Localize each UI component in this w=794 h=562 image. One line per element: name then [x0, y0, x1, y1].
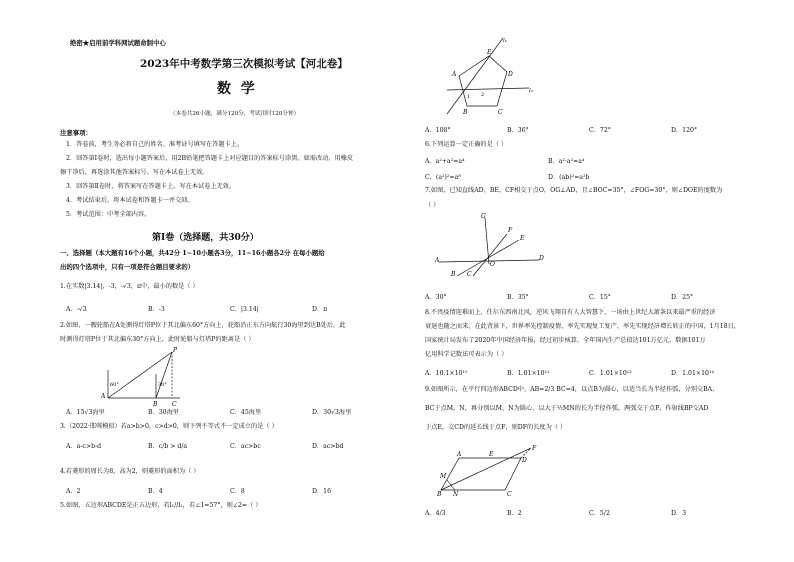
question-5: 5.如图，五边形ABCDE是正五边形，若l₁//l₂，若∠1=57°，则∠2=（ ）: [60, 502, 262, 509]
q9-label-c: C: [507, 491, 512, 498]
q8-option-d[interactable]: D．1.01×10¹⁴: [671, 370, 714, 377]
question-4: 4.若菱形的周长为8，高为2，则菱形的面积为（ ）: [60, 468, 200, 475]
question-8-cont: 国家统计局发布了2020年中国经济年报，经过初步核算，全年国内生产总值达101万亿元，数据101万: [425, 337, 706, 344]
subject-title: 数 学: [217, 81, 255, 97]
q2-option-a[interactable]: A．15√3海里: [66, 409, 105, 416]
q7-label-e: E: [520, 235, 525, 242]
q2-figure: [100, 347, 230, 408]
question-2-cont: 时测得灯塔P位于其北偏东30°方向上，此时轮船与灯塔P的距离是（ ）: [60, 336, 255, 343]
q7-option-b[interactable]: B．35°: [507, 294, 529, 301]
q5-label-c: C: [498, 109, 503, 116]
q5-option-c[interactable]: C．72°: [589, 127, 611, 134]
q2-option-d[interactable]: D．30√3海里: [312, 409, 352, 416]
question-8-cont: 衰退也随之而来，在此背景下，世界率先控制疫情、率先实现复工复产、率先实现经济增长转正的中国，1月18日，: [425, 323, 740, 330]
q1-option-c[interactable]: C．|3.14|: [230, 306, 259, 313]
question-8: 8.不畏疫情迎难而上，任尔东西南北风，逆风飞翔自有人大智慧下，一场由上世纪大萧条以来最严重的经济: [425, 309, 716, 316]
q3-option-b[interactable]: B．c/b > d/a: [148, 443, 188, 450]
q2-option-c[interactable]: C．45海里: [230, 409, 262, 416]
q5-option-a[interactable]: A．108°: [425, 127, 451, 134]
q4-option-b[interactable]: B．4: [148, 488, 163, 495]
note-item: 1．答卷前，考生务必将自己的姓名、准考证号填写在答题卡上。: [66, 141, 244, 148]
q4-option-d[interactable]: D．16: [312, 488, 332, 495]
q9-label-f: F: [532, 445, 537, 452]
left-column: [60, 0, 400, 562]
right-column: [425, 0, 765, 562]
q5-option-d[interactable]: D．120°: [671, 127, 698, 134]
q2-angle-60: 60°: [110, 382, 119, 388]
q1-option-b[interactable]: B．-3: [148, 306, 165, 313]
question-9-cont: 于点E，交CD的延长线于点F，则DF的长度为（ ）: [425, 424, 567, 431]
q7-label-g: G: [481, 213, 486, 220]
q9-option-c[interactable]: C．5/2: [589, 510, 610, 517]
q5-label-e: E: [487, 49, 492, 56]
q4-option-a[interactable]: A．2: [66, 488, 81, 495]
q6-option-c[interactable]: C．(a²)²=a⁸: [425, 174, 461, 181]
q9-label-b: B: [437, 491, 442, 498]
q7-label-d: D: [539, 255, 544, 262]
q7-option-d[interactable]: D．25°: [671, 294, 694, 301]
q9-label-m: M: [440, 473, 447, 480]
q8-option-c[interactable]: C．1.01×10¹²: [589, 370, 632, 377]
q5-angle-2: 2: [481, 92, 485, 98]
section-intro: 一、选择题（本大题有16个小题，共42分 1~10小题各3分，11~16小题各2分 在每小题给: [60, 249, 325, 257]
q5-label-a: A: [452, 71, 457, 78]
question-9: 9.如图所示，在平行四边形ABCD中，AB=2/3 BC=4，以点B为圆心，以适当长为半径作弧，分别交BA、: [425, 386, 719, 393]
q5-figure: [445, 36, 535, 116]
q9-figure: [437, 444, 537, 496]
q7-label-b: B: [451, 271, 456, 278]
q3-option-a[interactable]: A．a-c>b-d: [66, 443, 102, 450]
q8-option-a[interactable]: A．10.1×10¹⁰: [425, 370, 468, 377]
q7-option-a[interactable]: A．30°: [425, 294, 447, 301]
q7-option-c[interactable]: C．15°: [589, 294, 611, 301]
question-8-cont: 亿用科学记数法可表示为（ ）: [425, 351, 508, 358]
question-2: 2.如图，一艘轮船在A处测得灯塔P位于其北偏东60°方向上，轮船沿正东方向航行30海里到达B处后，此: [60, 322, 346, 329]
q6-option-b[interactable]: B．a²·a²=a⁴: [548, 158, 585, 165]
q7-label-o: O: [490, 261, 495, 268]
q2-angle-30: 30°: [158, 382, 167, 388]
q7-label-f: F: [508, 227, 513, 234]
note-item: 2．回答第Ⅰ卷时，选出每小题答案后，用2B铅笔把答题卡上对应题目的答案标号涂黑。如需改动，用橡皮: [66, 155, 354, 162]
notes-heading: 注意事项：: [60, 129, 92, 137]
section-intro: 出的四个选项中，只有一项是符合题目要求的）: [60, 263, 195, 271]
q3-option-d[interactable]: D．ac>bd: [312, 443, 344, 450]
q5-label-l1: l₁: [503, 38, 507, 44]
q5-label-b: B: [463, 109, 468, 116]
q9-label-a: A: [457, 451, 462, 458]
q9-label-n: N: [453, 491, 459, 498]
q1-option-a[interactable]: A．-√3: [66, 306, 87, 313]
question-9-cont: BC于点M、N，再分别以M、N为圆心，以大于½MN的长为半径作弧，两弧交于点P，作射线BP交AD: [425, 405, 709, 412]
q9-option-a[interactable]: A．4/3: [425, 510, 446, 517]
q3-option-c[interactable]: C．ac>bc: [230, 443, 261, 450]
q5-option-b[interactable]: B．36°: [507, 127, 529, 134]
q9-label-e: E: [489, 451, 494, 458]
question-7: 7.如图，已知直线AD、BE、CF相交于点O，OG⊥AD，且∠BOC=35°，∠FOG=30°，则∠DOE的度数为: [425, 187, 723, 194]
note-item: 3．回答第Ⅱ卷时，将答案写在答题卡上。写在本试卷上无效。: [66, 183, 236, 190]
q2-label-p: P: [173, 347, 178, 354]
q5-angle-1: 1: [467, 94, 471, 100]
q9-option-d[interactable]: D．3: [671, 510, 687, 517]
scope-note: （本卷共26小题，满分120分，考试用时120分钟）: [170, 111, 300, 117]
q8-option-b[interactable]: B．1.01×10¹¹: [507, 370, 550, 377]
q6-option-a[interactable]: A．a²+a²=a⁴: [425, 158, 465, 165]
question-3: 3.（2022·邯郸模拟）若a>b>0，c>d>0，则下列不等式不一定成立的是（ ）: [60, 423, 278, 430]
q7-label-a: A: [435, 257, 440, 264]
q6-option-d[interactable]: D．(ab)²=a²b: [548, 174, 590, 181]
exam-title: 2023年中考数学第三次模拟考试【河北卷】: [140, 58, 348, 70]
question-6: 6.下列运算一定正确的是（ ）: [425, 141, 508, 148]
q5-label-d: D: [508, 71, 513, 78]
q2-label-b: B: [153, 401, 158, 408]
note-item: 4．考试结束后，将本试卷和答题卡一并交回。: [66, 197, 194, 204]
note-item: 5．考试范围：中考全部内容。: [66, 211, 151, 218]
q9-label-d: D: [522, 457, 527, 464]
q2-label-c: C: [172, 401, 177, 408]
secret-label: 绝密★启用前学科网试题命制中心: [70, 39, 166, 47]
note-item: 擦干净后，再选涂其他答案标号。写在本试卷上无效。: [60, 169, 209, 176]
q4-option-c[interactable]: C．8: [230, 488, 245, 495]
q2-option-b[interactable]: B．30海里: [148, 409, 179, 416]
q7-figure: [435, 214, 545, 276]
question-1: 1.在实数|3.14|，-3，-√3，π中，最小的数是（ ）: [60, 283, 199, 290]
section-title: 第Ⅰ卷（选择题，共30分）: [152, 233, 259, 243]
q7-label-c: C: [467, 271, 472, 278]
question-7-cont: （ ）: [425, 202, 440, 209]
q1-option-d[interactable]: D．π: [312, 306, 328, 313]
q2-label-a: A: [101, 393, 106, 400]
q9-option-b[interactable]: B．2: [507, 510, 522, 517]
q5-label-l2: l₂: [529, 88, 533, 94]
